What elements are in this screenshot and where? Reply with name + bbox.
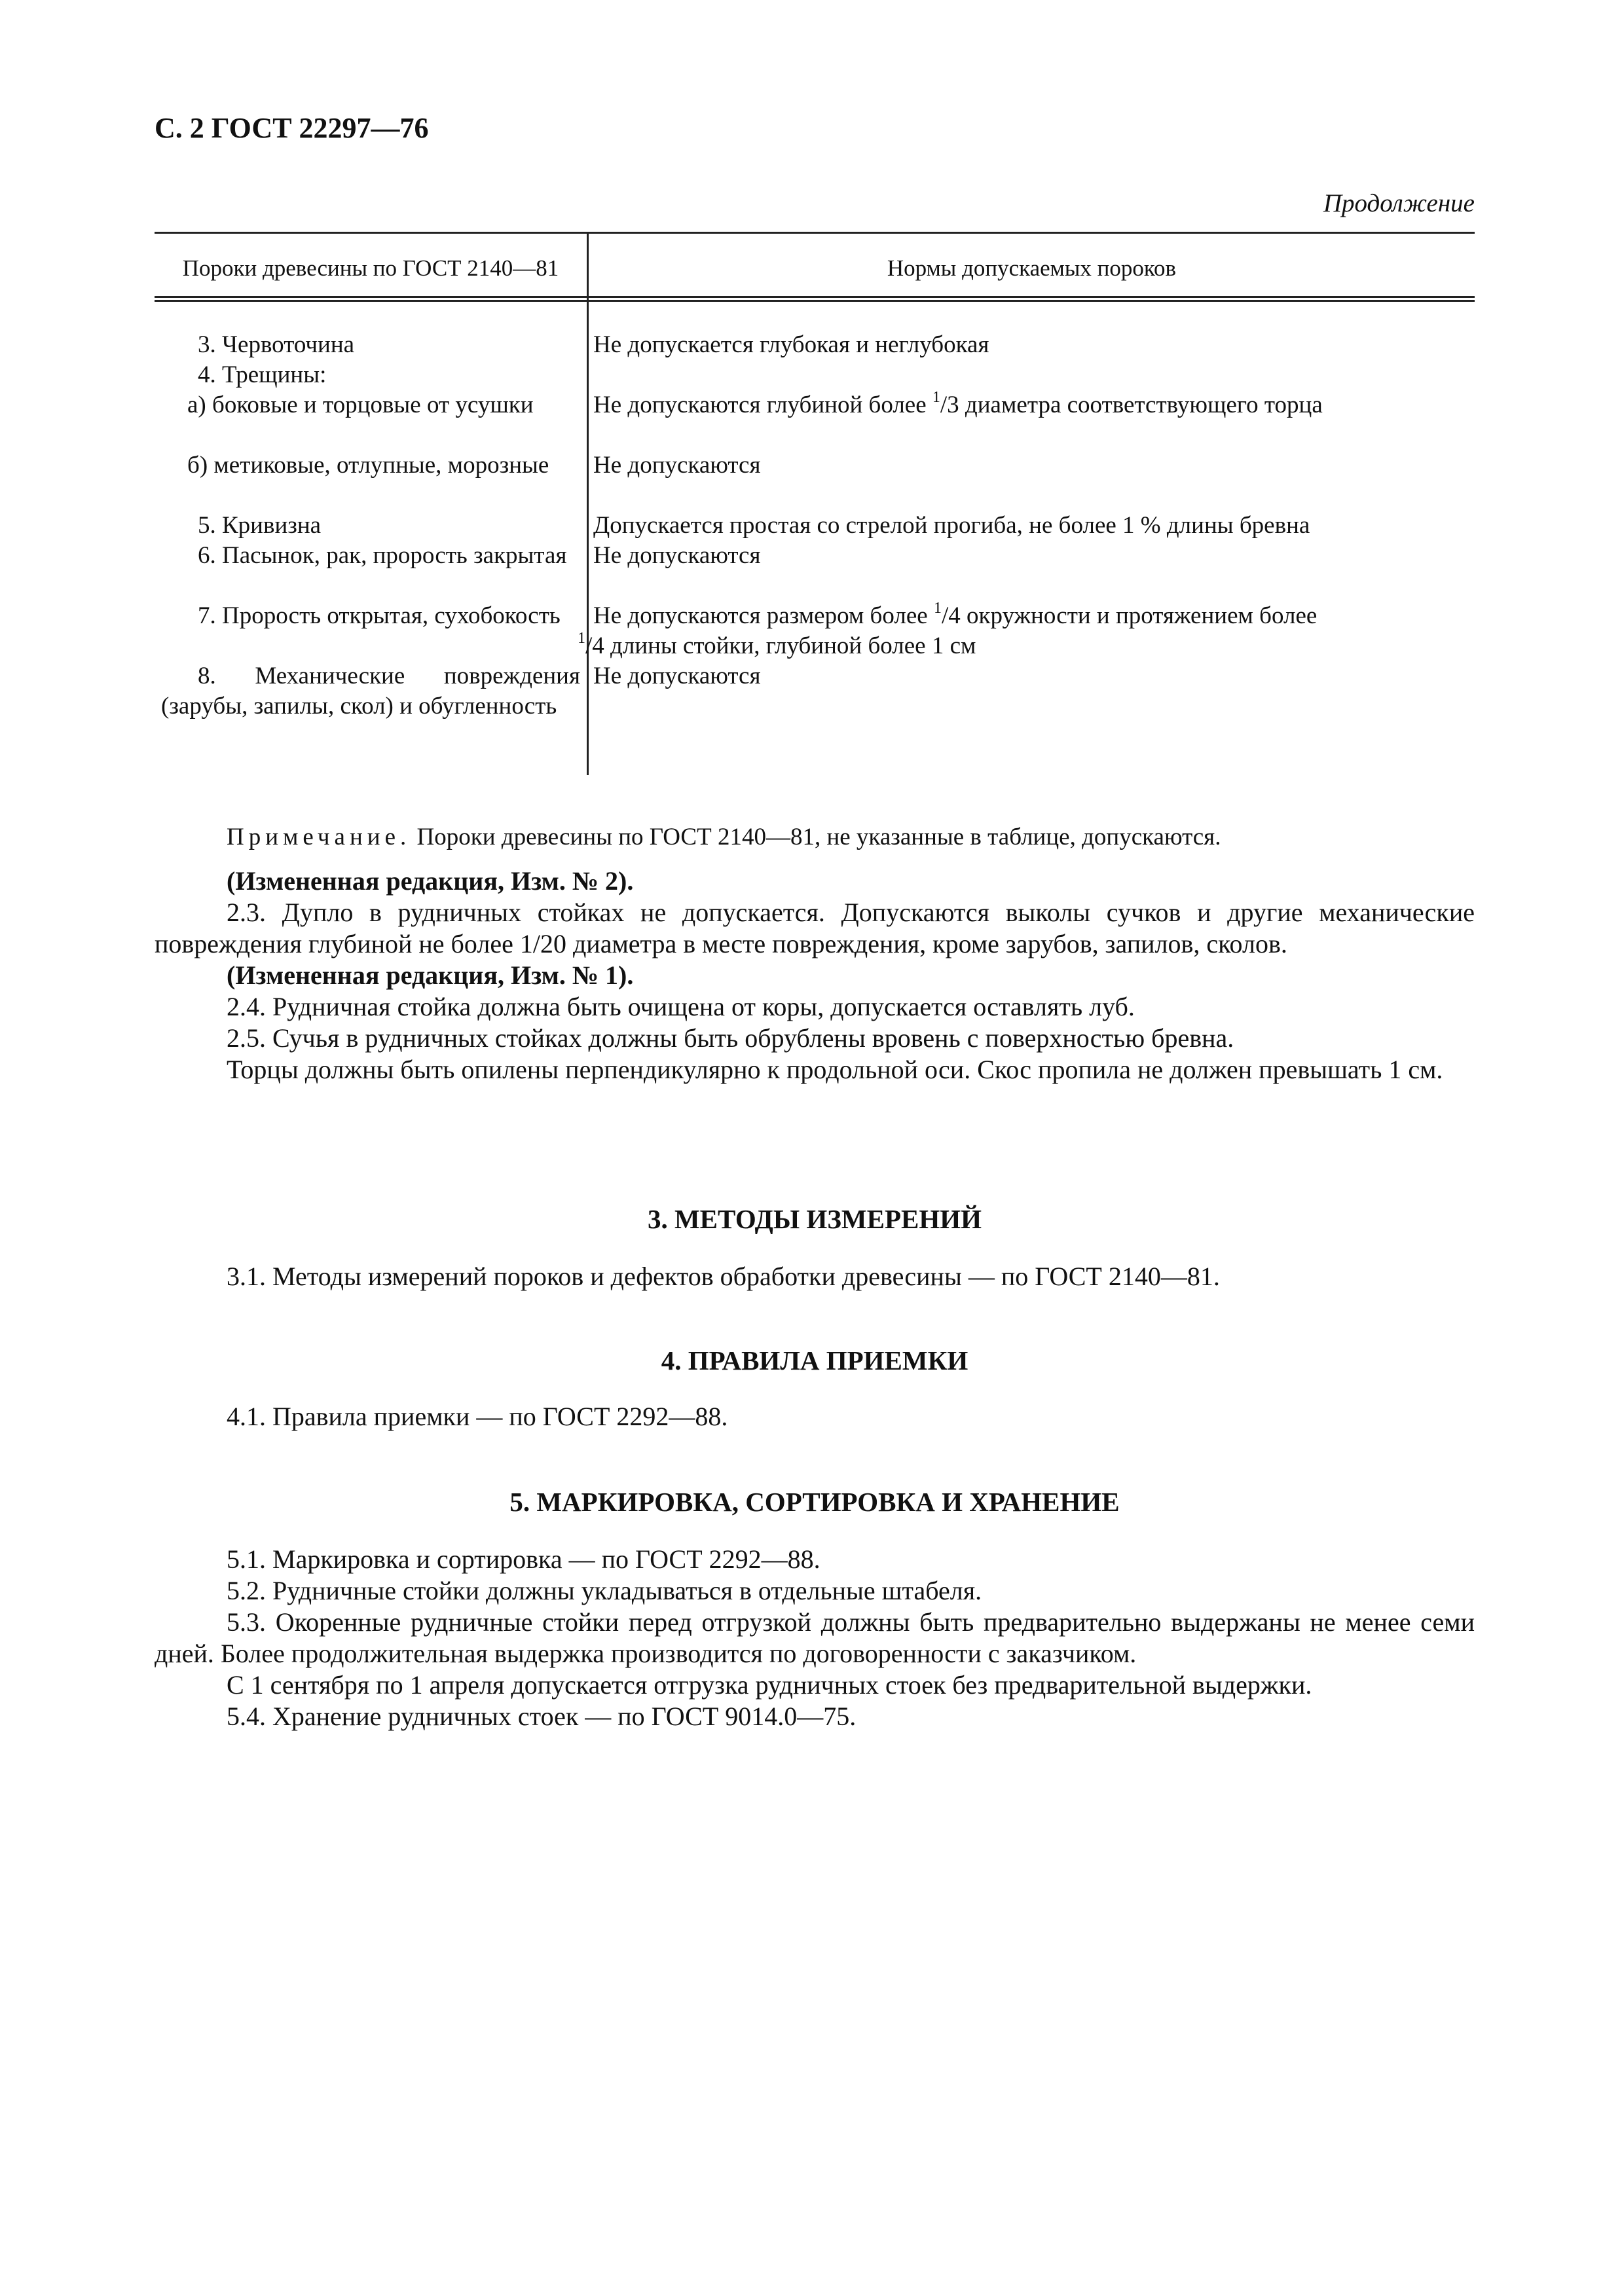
table-header-defects: Пороки древесины по ГОСТ 2140—81 [182,255,559,281]
clause-2-4: 2.4. Рудничная стойка должна быть очищена от коры, допускается оставлять луб. [227,992,1135,1021]
table-row-norm: Не допускаются размером более $^1$/4 окружности и протяжением более $^1$/4 длины стойки, глубиной более 1 см [578,600,1318,659]
table-column-divider [587,232,589,775]
clause-2-3: 2.3. Дупло в рудничных стойках не допускается. Допускаются выколы сучков и другие механические повреждения глубиной не более 1/20 диаметра в месте повреждения, кроме зарубов, запилов, сколов. [155,898,1475,958]
table-header-rule [155,296,1475,298]
table-header-norms: Нормы допускаемых пороков [887,255,1177,281]
table-row-norm: Допускается простая со стрелой прогиба, не более 1 % длины бревна [593,512,1310,539]
table-row-defect: 3. Червоточина [198,331,355,358]
table-row-norm: Не допускаются [593,663,761,689]
clause-5-1: 5.1. Маркировка и сортировка — по ГОСТ 2292—88. [227,1544,820,1574]
clause-5-3: 5.3. Окоренные рудничные стойки перед отгрузкой должны быть предварительно выдержаны не менее семи дней. Более продолжительная выдержка производится по договоренности с заказчиком. [155,1607,1475,1668]
note-label: Примечание. [227,824,411,850]
table-row-defect: 5. Кривизна [198,512,322,539]
clause-2-5: 2.5. Сучья в рудничных стойках должны быть обрублены вровень с поверхностью бревна. [227,1023,1234,1053]
table-row-defect: а) боковые и торцовые от усушки [187,392,534,418]
table-row-defect: 4. Трещины: [198,361,327,388]
clause-4-1-block [155,1401,1475,1432]
table-row-defect: 6. Пасынок, рак, прорость закрытая [198,542,567,569]
table-row-norm: Не допускаются [593,542,761,569]
section-3-title: 3. МЕТОДЫ ИЗМЕРЕНИЙ [647,1204,982,1234]
table-row-defect: 7. Прорость открытая, сухобокость [198,602,561,629]
table-row-defect: 8. Механические повреждения (зарубы, запилы, скол) и обугленность [161,663,580,720]
clause-2-5-continued: Торцы должны быть опилены перпендикулярно к продольной оси. Скос пропила не должен превышать 1 см. [227,1055,1443,1084]
table-note [155,822,1475,853]
clause-3-1-block [155,1261,1475,1292]
note-text: Пороки древесины по ГОСТ 2140—81, не указанные в таблице, допускаются. [411,824,1221,850]
table-row-defect: б) метиковые, отлупные, морозные [187,452,549,479]
table-header-rule-double [155,300,1475,302]
clause-block-5 [155,1544,1475,1732]
table-row-norm: Не допускаются [593,452,761,479]
section-5-title: 5. МАРКИРОВКА, СОРТИРОВКА И ХРАНЕНИЕ [509,1487,1120,1517]
clause-5-3-continued: С 1 сентября по 1 апреля допускается отгрузка рудничных стоек без предварительной выдержки. [227,1670,1312,1700]
amendment-note: (Измененная редакция, Изм. № 1). [227,960,634,990]
table-row-norm: Не допускаются глубиной более $^1$/3 диаметра соответствующего торца [593,389,1323,418]
clause-3-1: 3.1. Методы измерений пороков и дефектов обработки древесины — по ГОСТ 2140—81. [227,1262,1220,1291]
amendment-note: (Измененная редакция, Изм. № 2). [227,866,634,896]
table-row-norm: Не допускается глубокая и неглубокая [593,331,989,358]
continuation-label: Продолжение [1323,189,1475,217]
defects-table [155,232,1475,775]
table-top-rule [155,232,1475,234]
clause-5-4: 5.4. Хранение рудничных стоек — по ГОСТ 9014.0—75. [227,1702,857,1731]
clause-5-2: 5.2. Рудничные стойки должны укладываться в отдельные штабеля. [227,1576,982,1605]
clause-block-2 [155,866,1475,1085]
section-4-title: 4. ПРАВИЛА ПРИЕМКИ [661,1345,968,1376]
page-title: С. 2 ГОСТ 22297—76 [155,112,429,144]
clause-4-1: 4.1. Правила приемки — по ГОСТ 2292—88. [227,1402,728,1431]
